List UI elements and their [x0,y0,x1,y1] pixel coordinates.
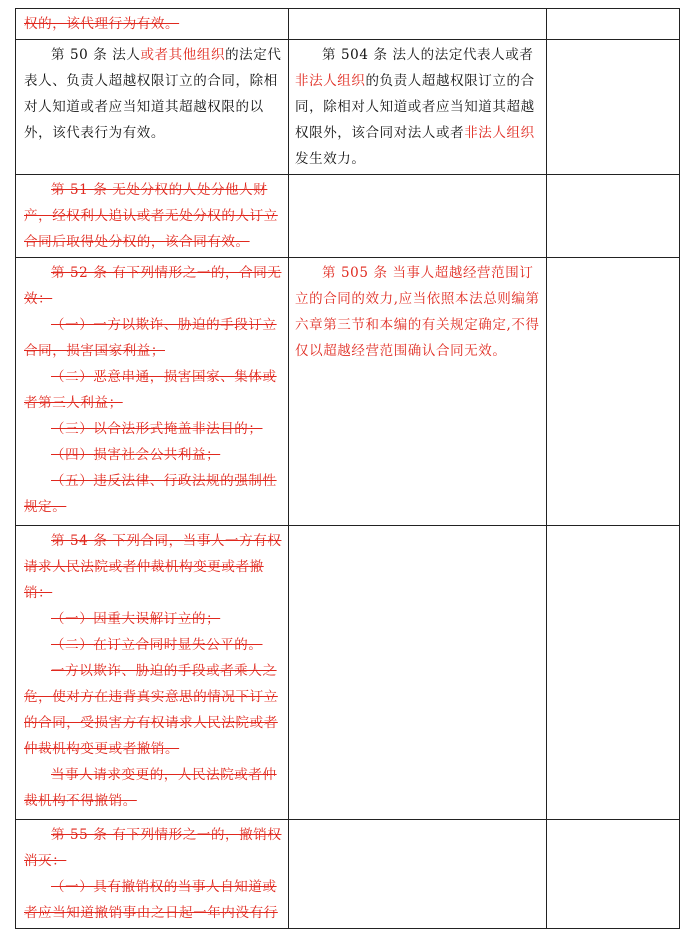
cell-paragraph [24,177,283,255]
cell-paragraph [24,468,283,520]
cell-paragraph [295,42,541,172]
deleted-text: 权的，该代理行为有效。 [24,16,180,32]
note-cell [547,175,680,258]
clause-text: 的负责人超越权限订立的合同，除相对人知道或者应当知道其超越权限外，该合同对法人或者 [295,73,535,141]
note-cell [547,820,680,929]
deleted-text: （一）因重大误解订立的； [51,611,221,627]
deleted-text: （三）以合法形式掩盖非法目的； [51,421,263,437]
amended-text: 第 505 条 当事人超越经营范围订立的合同的效力,应当依照本法总则编第六章第三节和本编的有关规定确定,不得仅以超越经营范围确认合同无效。 [295,265,540,359]
deleted-text: 第 52 条 有下列情形之一的，合同无效： [24,265,282,307]
table-body [16,9,680,929]
cell-paragraph [24,312,283,364]
note-cell [547,9,680,40]
table-row [16,40,680,175]
deleted-text: （二）在订立合同时显失公平的。 [51,637,263,653]
cell-paragraph [24,528,283,606]
cell-paragraph [24,42,283,146]
old-law-cell [16,258,289,526]
clause-text: 的法定代表人、负责人超越权限订立的合同，除相对人知道或者应当知道其超越权限的以外，该代表行为有效。 [24,47,282,141]
cell-paragraph [24,822,283,874]
deleted-text: 第 54 条 下列合同，当事人一方有权请求人民法院或者仲裁机构变更或者撤销： [24,533,282,601]
old-law-cell [16,175,289,258]
new-law-cell [289,258,547,526]
cell-paragraph [24,606,283,632]
deleted-text: 一方以欺诈、胁迫的手段或者乘人之危，使对方在违背真实意思的情况下订立的合同，受损害方有权请求人民法院或者仲裁机构变更或者撤销。 [24,663,278,757]
cell-paragraph [24,416,283,442]
deleted-text: （四）损害社会公共利益； [51,447,221,463]
amended-text: 非法人组织 [295,73,366,89]
cell-paragraph [24,11,283,37]
cell-paragraph [24,658,283,762]
deleted-text: （一）具有撤销权的当事人自知道或者应当知道撤销事由之日起一年内没有行 [24,879,278,921]
new-law-cell [289,820,547,929]
deleted-text: （五）违反法律、行政法规的强制性规定。 [24,473,277,515]
cell-paragraph [24,442,283,468]
old-law-cell [16,40,289,175]
note-cell [547,526,680,820]
cell-paragraph [295,260,541,364]
clause-text: 发生效力。 [295,151,366,167]
cell-paragraph [24,364,283,416]
old-law-cell [16,820,289,929]
comparison-table-page [15,8,679,929]
clause-text: 第 504 条 法人的法定代表人或者 [322,47,534,63]
cell-paragraph [24,762,283,814]
note-cell [547,40,680,175]
table-row [16,9,680,40]
deleted-text: 第 55 条 有下列情形之一的，撤销权消灭： [24,827,282,869]
clause-text: 第 50 条 法人 [51,47,141,63]
table-row [16,175,680,258]
deleted-text: 第 51 条 无处分权的人处分他人财产，经权利人追认或者无处分权的人订立合同后取得处分权的，该合同有效。 [24,182,278,250]
cell-paragraph [24,260,283,312]
table-row [16,820,680,929]
new-law-cell [289,526,547,820]
amended-text: 或者其他组织 [140,47,226,63]
amended-text: 非法人组织 [464,125,535,141]
old-law-cell [16,9,289,40]
cell-paragraph [24,874,283,926]
table-row [16,258,680,526]
law-comparison-table [15,8,680,929]
new-law-cell [289,9,547,40]
new-law-cell [289,175,547,258]
new-law-cell [289,40,547,175]
deleted-text: （二）恶意串通，损害国家、集体或者第三人利益； [24,369,277,411]
note-cell [547,258,680,526]
deleted-text: 当事人请求变更的，人民法院或者仲裁机构不得撤销。 [24,767,277,809]
cell-paragraph [24,632,283,658]
old-law-cell [16,526,289,820]
deleted-text: （一）一方以欺诈、胁迫的手段订立合同，损害国家利益； [24,317,277,359]
table-row [16,526,680,820]
